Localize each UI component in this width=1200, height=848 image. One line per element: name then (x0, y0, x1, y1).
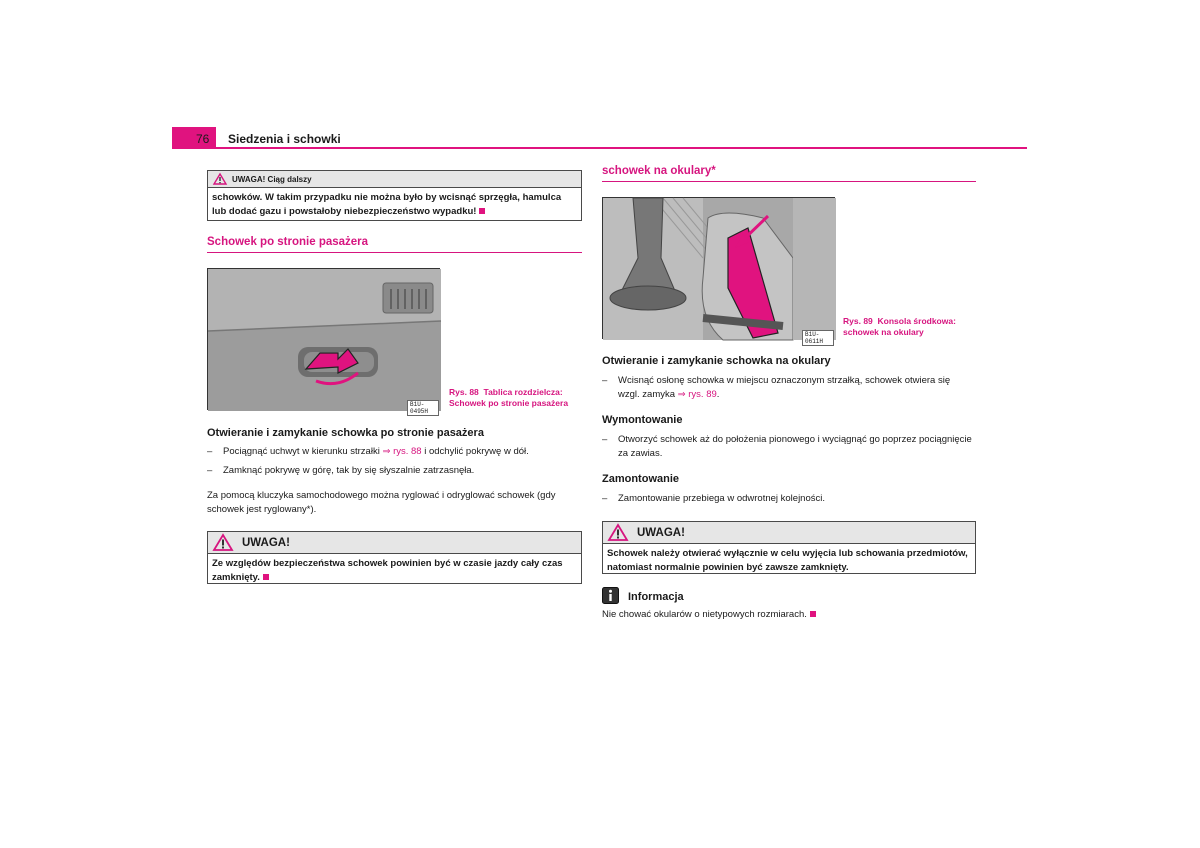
warning-continued-body (208, 188, 581, 221)
figure-caption-89 (843, 316, 973, 338)
warning-triangle-icon (213, 534, 233, 551)
warning-body-left (208, 554, 581, 587)
key-lock-paragraph: Za pomocą kluczyka samochodowego można ryglować i odryglować schowek (gdy schowek jest ryglowany*). (207, 490, 556, 515)
caption-text-89-b: schowek na okulary (843, 327, 924, 337)
warning-header-left (208, 532, 581, 554)
figure-reference-link[interactable]: ⇒ rys. 88 (382, 446, 422, 457)
section-rule-left (207, 252, 582, 253)
bullet-item (602, 433, 972, 461)
warning-title-left: UWAGA! (242, 536, 290, 549)
section-title-glasses: schowek na okulary* (602, 165, 716, 177)
caption-text-88-a: Tablica rozdzielcza: (483, 387, 563, 397)
subsection-title-installation: Zamontowanie (602, 473, 680, 485)
page-header (172, 127, 1027, 149)
bullet-dash: – (207, 465, 213, 476)
bullet-text: Wcisnąć osłonę schowka w miejscu oznaczonym strzałką, schowek otwiera się wzgl. zamyka (618, 375, 951, 400)
figure-code-88: B1U-0495H (407, 400, 439, 416)
figure-caption-88 (449, 387, 579, 409)
header-rule (216, 147, 1027, 149)
warning-triangle-icon (213, 173, 227, 185)
info-title: Informacja (628, 591, 684, 603)
chapter-title: Siedzenia i schowki (228, 132, 341, 146)
info-body (602, 608, 976, 622)
bullet-dash: – (602, 375, 608, 386)
bullet-text-tail: . (716, 389, 720, 400)
info-block (602, 587, 976, 623)
page-number: 76 (172, 127, 216, 149)
warning-triangle-icon (608, 524, 628, 541)
bullet-item (207, 464, 582, 478)
end-square-icon (810, 611, 816, 617)
warning-box-left (207, 531, 582, 584)
bullet-item (602, 492, 972, 506)
warning-header-right (603, 522, 975, 544)
bullet-text: Otworzyć schowek aż do położenia pionowego i wyciągnąć go poprzez pociągnięcie za zawias. (618, 434, 972, 459)
subsection-title-removal: Wymontowanie (602, 414, 683, 426)
bullet-item (602, 374, 972, 402)
figure-reference-link[interactable]: ⇒ rys. 89 (677, 389, 717, 400)
glovebox-illustration (208, 269, 441, 411)
warning-continued-text: schowków. W takim przypadku nie można było by wcisnąć sprzęgła, hamulca lub dodać gazu i powstałoby niebezpieczeństwo wypadku! (212, 192, 562, 217)
bullet-item (207, 445, 582, 459)
caption-number-89: Rys. 89 (843, 316, 873, 326)
caption-number-88: Rys. 88 (449, 387, 479, 397)
bullet-text-tail: i odchylić pokrywę w dół. (421, 446, 529, 457)
figure-glovebox (207, 268, 440, 415)
bullet-text: Pociągnąć uchwyt w kierunku strzałki (223, 446, 383, 457)
warning-body-right: Schowek należy otwierać wyłącznie w celu wyjęcia lub schowania przedmiotów, natomiast normalnie powinien być zawsze zamknięty. (607, 548, 968, 573)
subsection-title-glasses-open: Otwieranie i zamykanie schowka na okulary (602, 355, 831, 367)
subsection-title-open-close: Otwieranie i zamykanie schowka po stronie pasażera (207, 427, 484, 439)
figure-code-89: B1U-0611H (802, 330, 834, 346)
end-square-icon (479, 208, 485, 214)
bullet-text: Zamknąć pokrywę w górę, tak by się słyszalnie zatrzasnęła. (223, 465, 475, 476)
console-illustration (603, 198, 836, 340)
info-text: Nie chować okularów o nietypowych rozmiarach. (602, 609, 807, 620)
figure-console (602, 197, 835, 345)
warning-box-right (602, 521, 976, 574)
caption-text-89-a: Konsola środkowa: (877, 316, 956, 326)
bullet-dash: – (602, 493, 608, 504)
bullet-dash: – (207, 446, 213, 457)
bullet-text: Zamontowanie przebiega w odwrotnej kolejności. (618, 493, 826, 504)
section-title-passenger: Schowek po stronie pasażera (207, 236, 369, 248)
warning-continued-box (207, 170, 582, 221)
end-square-icon (263, 574, 269, 580)
bullet-dash: – (602, 434, 608, 445)
warning-title-right: UWAGA! (637, 526, 685, 539)
section-rule-right (602, 181, 976, 182)
caption-text-88-b: Schowek po stronie pasażera (449, 398, 569, 408)
warning-text-left: Ze względów bezpieczeństwa schowek powinien być w czasie jazdy cały czas zamknięty. (212, 558, 563, 583)
info-icon (602, 587, 619, 604)
warning-continued-title: UWAGA! Ciąg dalszy (232, 174, 312, 184)
warning-continued-header (208, 171, 581, 188)
